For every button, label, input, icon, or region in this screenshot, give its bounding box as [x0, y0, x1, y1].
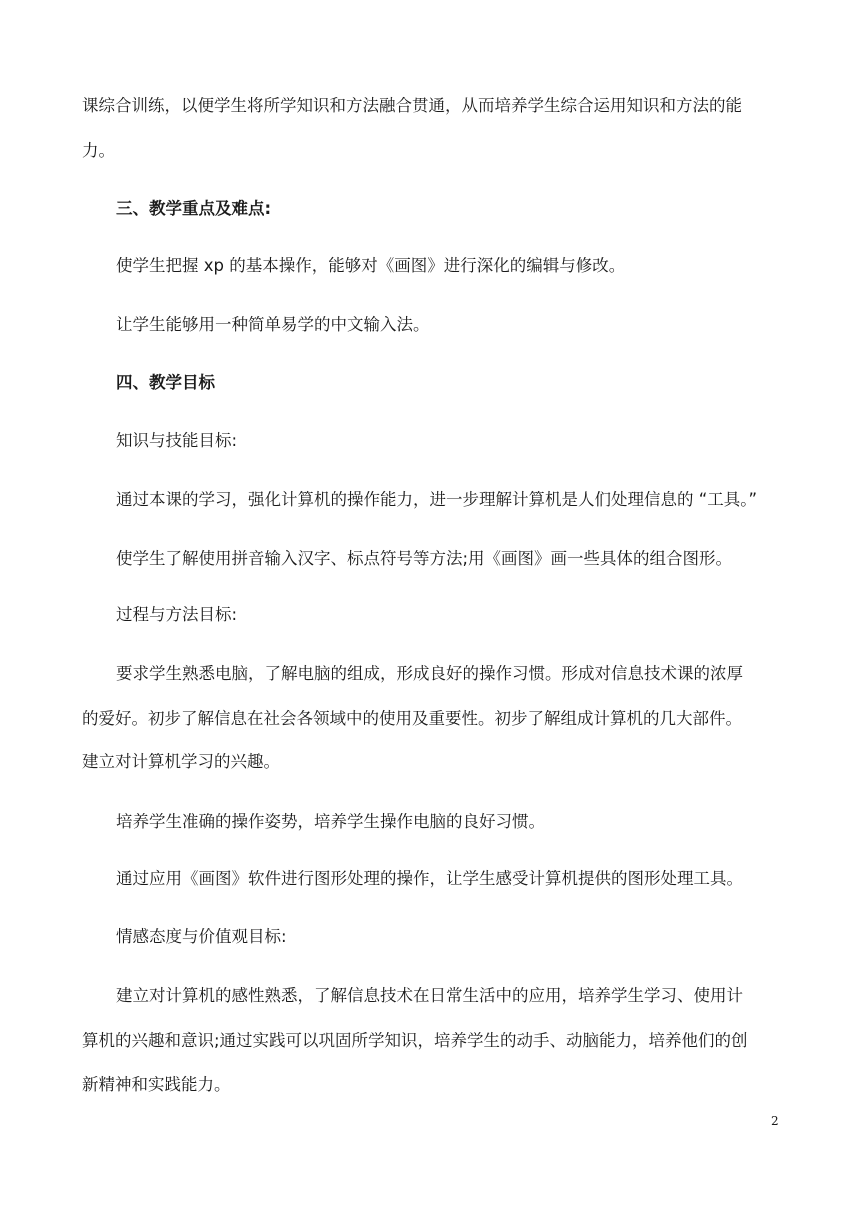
paragraph-line: 培养学生准确的操作姿势，培养学生操作电脑的良好习惯。 [116, 812, 545, 831]
paragraph-line: 力。 [82, 141, 115, 160]
paragraph-line: 通过本课的学习，强化计算机的操作能力，进一步理解计算机是人们处理信息的 “工具。” [116, 490, 758, 509]
section-heading: 三、教学重点及难点: [116, 199, 272, 218]
paragraph-line: 新精神和实践能力。 [82, 1075, 231, 1094]
paragraph-line: 让学生能够用一种简单易学的中文输入法。 [116, 315, 430, 334]
paragraph-line: 建立对计算机学习的兴趣。 [82, 752, 280, 771]
paragraph-line: 建立对计算机的感性熟悉，了解信息技术在日常生活中的应用，培养学生学习、使用计 [116, 986, 743, 1005]
paragraph-line: 的爱好。初步了解信息在社会各领域中的使用及重要性。初步了解组成计算机的几大部件。 [82, 709, 742, 728]
paragraph-line: 要求学生熟悉电脑，了解电脑的组成，形成良好的操作习惯。形成对信息技术课的浓厚 [116, 664, 743, 683]
page-number: 2 [771, 1114, 779, 1128]
section-heading: 四、教学目标 [116, 373, 215, 392]
paragraph-line: 算机的兴趣和意识;通过实践可以巩固所学知识，培养学生的动手、动脑能力，培养他们的创 [82, 1031, 748, 1050]
paragraph-line: 使学生了解使用拼音输入汉字、标点符号等方法;用《画图》画一些具体的组合图形。 [116, 549, 733, 568]
subheading: 过程与方法目标: [116, 605, 238, 624]
subheading: 情感态度与价值观目标: [116, 927, 287, 946]
paragraph-line: 通过应用《画图》软件进行图形处理的操作，让学生感受计算机提供的图形处理工具。 [116, 869, 743, 888]
paragraph-line: 使学生把握 xp 的基本操作，能够对《画图》进行深化的编辑与修改。 [116, 256, 626, 275]
subheading: 知识与技能目标: [116, 431, 238, 450]
paragraph-line: 课综合训练，以便学生将所学知识和方法融合贯通，从而培养学生综合运用知识和方法的能 [82, 96, 742, 115]
